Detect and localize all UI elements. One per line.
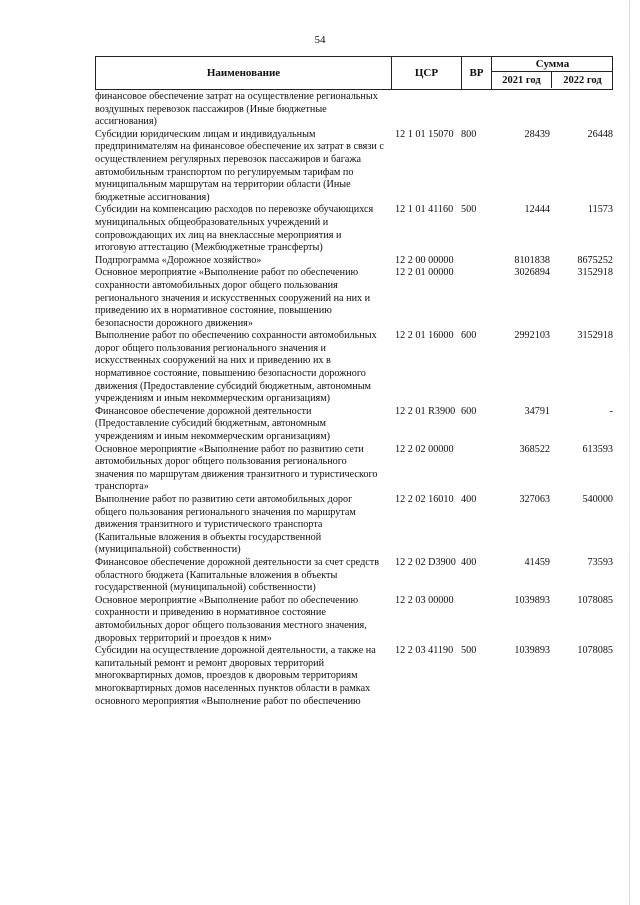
row-name: Основное мероприятие «Выполнение работ по обеспечению сохранности и приведению в нормативное состояние автомобильных дорог общего пользования местного значения, дворовых территорий и проездов к ним» <box>95 594 367 644</box>
header-csr: ЦСР <box>392 57 462 89</box>
row-sum-2021: 28439 <box>524 128 550 140</box>
row-sum-2022: 613593 <box>582 443 613 455</box>
scan-edge-line <box>629 0 630 905</box>
header-name: Наименование <box>96 57 392 89</box>
row-name: Основное мероприятие «Выполнение работ по развитию сети автомобильных дорог общего пользования регионального значения по маршрутам движения транзитного и туристического транспорта» <box>95 443 378 493</box>
row-name: финансовое обеспечение затрат на осуществление региональных воздушных перевозок пассажиров (Иные бюджетные ассигнования) <box>95 91 378 128</box>
row-name: Выполнение работ по развитию сети автомобильных дорог общего пользования регионального значения по маршрутам движения транзитного и туристического транспорта (Капитальные вложения в объекты государственной (муниципальной) собственности) <box>95 494 356 556</box>
row-vr: 500 <box>461 645 477 657</box>
row-vr: 500 <box>461 204 477 216</box>
row-sum-2021: 327063 <box>519 494 550 505</box>
table-row <box>95 444 613 494</box>
header-year-2022: 2022 год <box>563 74 602 86</box>
row-sum-2022 <box>552 91 613 129</box>
row-sum-2021: 1039893 <box>514 594 550 606</box>
header-year-2021: 2021 год <box>492 72 552 88</box>
row-sum-2021: 3026894 <box>514 267 550 279</box>
row-sum-2022: 73593 <box>587 556 613 568</box>
row-sum-2022: 540000 <box>582 494 613 505</box>
row-vr: 600 <box>461 330 477 342</box>
row-name: Субсидии на осуществление дорожной деятельности, а также на капитальный ремонт и ремонт дворовых территорий многоквартирных домов, проездов к дворовым территориям многоквартирных домов населенных пунктов области в рамках основного мероприятия «Выполнение работ по обеспечению <box>95 645 376 707</box>
row-vr <box>461 91 491 129</box>
table-header <box>95 56 613 90</box>
row-csr: 12 2 03 00000 <box>395 594 454 606</box>
row-name: Финансовое обеспечение дорожной деятельности за счет средств областного бюджета (Капитальные вложения в объекты государственной (муниципальной) собственности) <box>95 556 380 594</box>
table-row <box>95 267 613 330</box>
row-name: Подпрограмма «Дорожное хозяйство» <box>95 254 262 266</box>
table-row <box>95 406 613 444</box>
row-vr <box>461 255 491 268</box>
row-sum-2022: 3152918 <box>577 267 613 279</box>
row-sum-2022: 8675252 <box>577 254 613 266</box>
row-csr: 12 2 02 D3900 <box>395 556 456 568</box>
row-sum-2022: 1078085 <box>577 645 613 657</box>
page-number: 54 <box>314 34 326 46</box>
row-vr: 400 <box>461 494 477 505</box>
row-name: Основное мероприятие «Выполнение работ по обеспечению сохранности автомобильных дорог общего пользования регионального значения и искусственных сооружений на них и приведению их в нормативное состояние, повышению безопасности дорожного движения» <box>95 267 371 329</box>
row-csr: 12 2 03 41190 <box>395 645 454 657</box>
row-vr: 800 <box>461 128 477 140</box>
table-row <box>95 330 613 406</box>
row-csr: 12 2 01 R3900 <box>395 405 456 417</box>
header-sum: Сумма <box>492 57 613 72</box>
row-csr: 12 2 01 16000 <box>395 330 454 342</box>
row-sum-2021: 1039893 <box>514 645 550 657</box>
row-vr <box>461 444 491 494</box>
table-row <box>95 91 613 129</box>
row-vr <box>461 267 491 330</box>
row-csr: 12 2 00 00000 <box>395 254 454 266</box>
row-csr: 12 2 02 16010 <box>395 494 454 505</box>
header-vr: ВР <box>462 57 492 89</box>
table-row <box>95 255 613 268</box>
row-csr <box>391 91 461 129</box>
row-sum-2022: 1078085 <box>577 594 613 606</box>
row-sum-2021: 8101838 <box>514 254 550 266</box>
row-vr: 600 <box>461 405 477 417</box>
table-body <box>95 91 613 708</box>
table-row <box>95 129 613 205</box>
row-sum-2022: - <box>609 405 613 417</box>
row-vr <box>461 595 491 645</box>
row-sum-2022: 26448 <box>587 128 613 140</box>
row-sum-2021: 41459 <box>524 556 550 568</box>
row-csr: 12 2 01 00000 <box>395 267 454 279</box>
table-row <box>95 494 613 557</box>
row-csr: 12 1 01 41160 <box>395 204 454 216</box>
table-row <box>95 557 613 595</box>
table-row <box>95 595 613 645</box>
row-sum-2022: 11573 <box>587 204 613 216</box>
row-name: Выполнение работ по обеспечению сохранности автомобильных дорог общего пользования регионального значения и искусственных сооружений на них и приведению их в нормативное состояние, повышению безопасности дорожного движения (Предоставление субсидий бюджетным, автономным учреждениям и иным некоммерческим организациям) <box>95 330 377 405</box>
row-name: Финансовое обеспечение дорожной деятельности (Предоставление субсидий бюджетным, автономным учреждениям и иным некоммерческим организациям) <box>95 405 331 443</box>
budget-table <box>95 56 613 708</box>
row-csr: 12 2 02 00000 <box>395 443 454 455</box>
row-vr: 400 <box>461 556 477 568</box>
row-csr: 12 1 01 15070 <box>395 128 454 140</box>
table-row <box>95 204 613 254</box>
row-name: Субсидии на компенсацию расходов по перевозке обучающихся муниципальных общеобразовательных учреждений и сопровождающих их лиц на внеклассные мероприятия и итоговую аттестацию (Межбюджетные трансферты) <box>95 204 374 254</box>
row-sum-2021: 12444 <box>524 204 550 216</box>
row-sum-2021: 368522 <box>519 443 550 455</box>
row-sum-2021 <box>491 91 552 129</box>
row-sum-2021: 2992103 <box>514 330 550 342</box>
header-sum-group <box>492 57 614 89</box>
table-row <box>95 645 613 708</box>
row-sum-2022: 3152918 <box>577 330 613 342</box>
row-name: Субсидии юридическим лицам и индивидуальным предпринимателям на финансовое обеспечение их затрат в связи с осуществлением регулярных перевозок пассажиров и багажа автомобильным транспортом по регулируемым тарифам по муниципальным маршрутам на территории области (Иные бюджетные ассигнования) <box>95 128 384 203</box>
row-sum-2021: 34791 <box>524 405 550 417</box>
